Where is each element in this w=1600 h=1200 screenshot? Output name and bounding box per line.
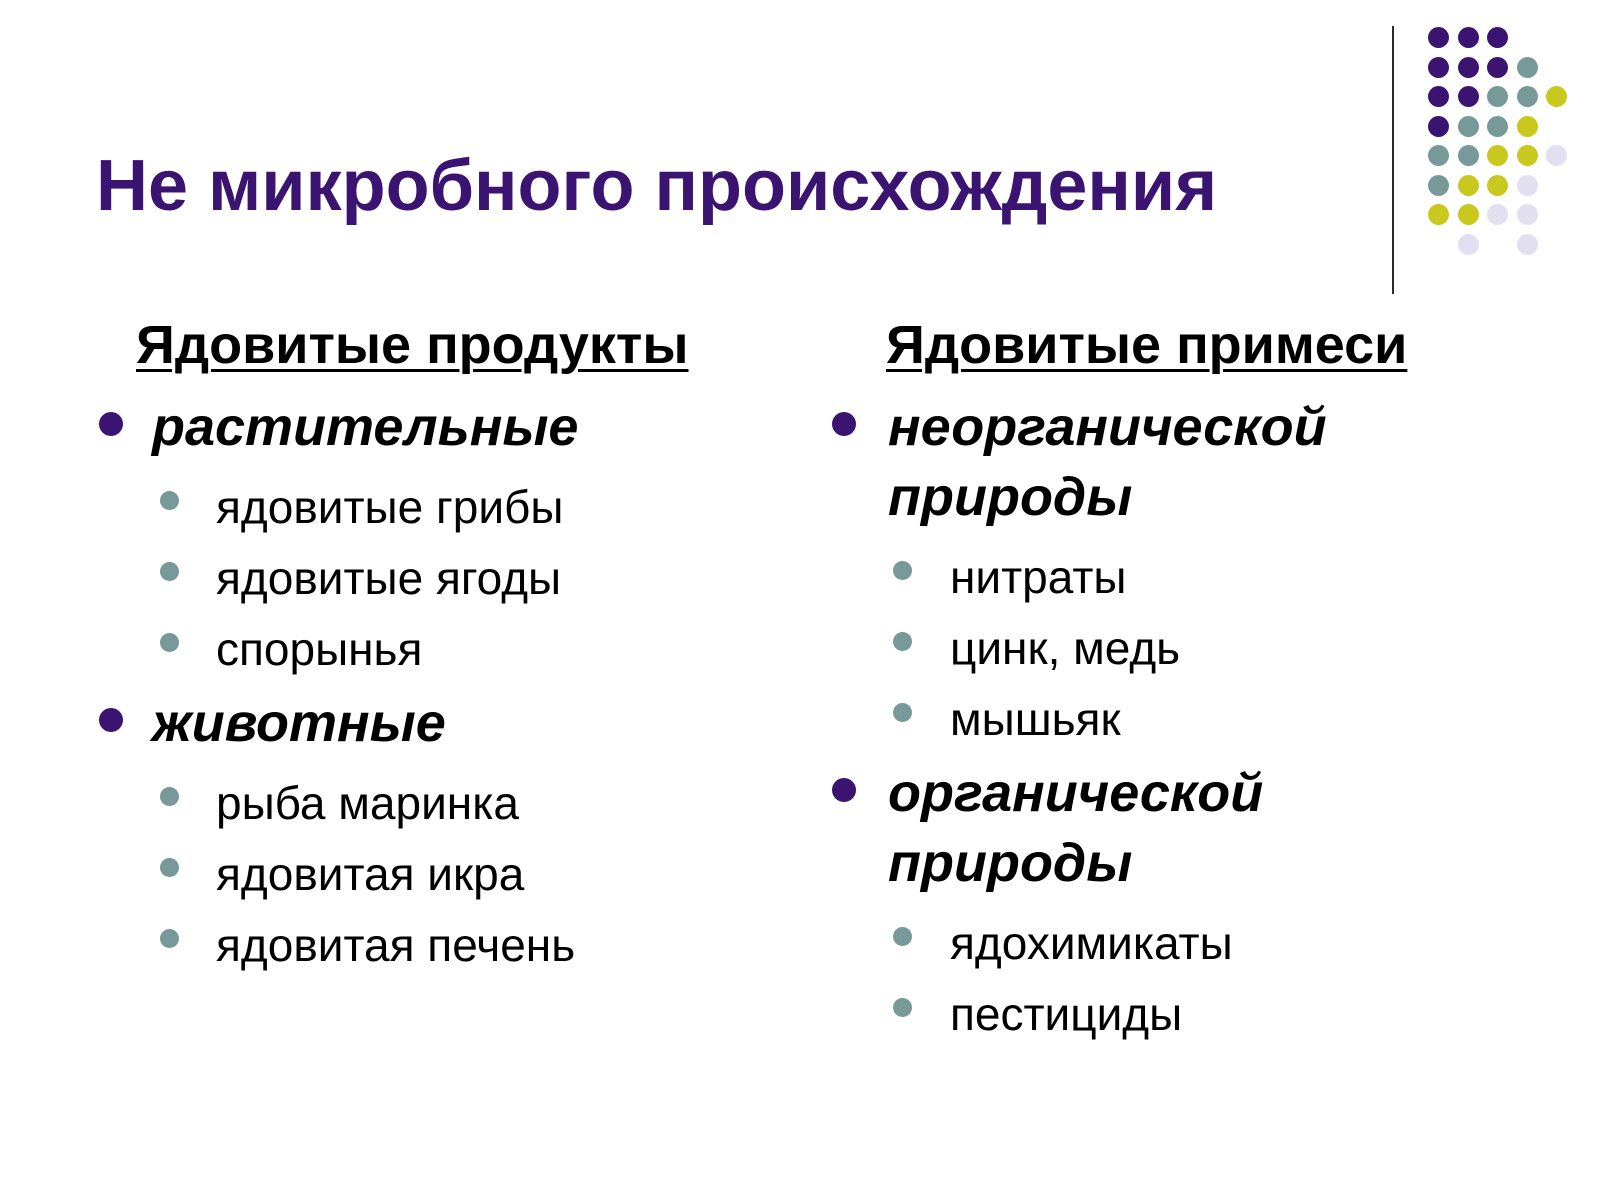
- list-item: спорынья: [216, 623, 423, 675]
- decorative-dot-icon: [1458, 57, 1479, 78]
- list-item: рыба маринка: [216, 777, 519, 829]
- decorative-dot-icon: [1458, 86, 1479, 107]
- category-label-line-1: органической: [888, 763, 1264, 823]
- list-item: ядовитая икра: [216, 848, 525, 900]
- decorative-dot-icon: [1428, 175, 1449, 196]
- decorative-dot-icon: [1428, 204, 1449, 225]
- decorative-dot-icon: [1428, 86, 1449, 107]
- category-bullet-icon: [832, 778, 856, 802]
- sub-bullet-icon: [893, 998, 912, 1017]
- sub-bullet-icon: [160, 562, 179, 581]
- decorative-dot-icon: [1487, 204, 1508, 225]
- sub-bullet-icon: [160, 929, 179, 948]
- decorative-dot-icon: [1517, 145, 1538, 166]
- title-divider-line: [1392, 26, 1394, 294]
- decorative-dot-icon: [1428, 57, 1449, 78]
- decorative-dot-icon: [1487, 27, 1508, 48]
- list-item: ядохимикаты: [950, 917, 1233, 969]
- sub-bullet-icon: [893, 927, 912, 946]
- category-bullet-icon: [99, 412, 123, 436]
- decorative-dot-icon: [1428, 145, 1449, 166]
- sub-bullet-icon: [893, 561, 912, 580]
- decorative-dot-icon: [1458, 145, 1479, 166]
- slide-title: Не микробного происхождения: [96, 146, 1218, 226]
- decorative-dot-icon: [1487, 145, 1508, 166]
- list-item: цинк, медь: [950, 622, 1181, 674]
- sub-bullet-icon: [160, 858, 179, 877]
- decorative-dot-icon: [1517, 175, 1538, 196]
- sub-bullet-icon: [893, 632, 912, 651]
- category-label-line-2: природы: [888, 467, 1133, 527]
- decorative-dot-icon: [1517, 234, 1538, 255]
- list-item: ядовитая печень: [216, 919, 576, 971]
- sub-bullet-icon: [160, 633, 179, 652]
- decorative-dot-icon: [1487, 86, 1508, 107]
- decorative-dot-icon: [1428, 116, 1449, 137]
- decorative-dot-icon: [1458, 204, 1479, 225]
- decorative-dot-icon: [1517, 204, 1538, 225]
- sub-bullet-icon: [160, 491, 179, 510]
- left-column-heading: Ядовитые продукты: [136, 315, 689, 375]
- decorative-dot-icon: [1546, 86, 1567, 107]
- category-label: животные: [152, 693, 446, 753]
- decorative-dot-icon: [1517, 116, 1538, 137]
- decorative-dot-icon: [1458, 175, 1479, 196]
- decorative-dot-icon: [1458, 27, 1479, 48]
- right-column-heading: Ядовитые примеси: [886, 315, 1408, 375]
- category-label: растительные: [152, 397, 579, 457]
- list-item: ядовитые ягоды: [216, 552, 562, 604]
- list-item: мышьяк: [950, 693, 1121, 745]
- category-bullet-icon: [99, 708, 123, 732]
- decorative-dot-icon: [1487, 116, 1508, 137]
- decorative-dot-icon: [1546, 145, 1567, 166]
- decorative-dot-icon: [1517, 57, 1538, 78]
- list-item: нитраты: [950, 551, 1127, 603]
- decorative-dot-icon: [1487, 57, 1508, 78]
- decorative-dot-icon: [1517, 86, 1538, 107]
- decorative-dot-icon: [1487, 175, 1508, 196]
- sub-bullet-icon: [160, 787, 179, 806]
- decorative-dot-icon: [1458, 116, 1479, 137]
- list-item: пестициды: [950, 988, 1183, 1040]
- sub-bullet-icon: [893, 703, 912, 722]
- decorative-dot-icon: [1428, 27, 1449, 48]
- category-label-line-1: неорганической: [888, 397, 1327, 457]
- category-label-line-2: природы: [888, 833, 1133, 893]
- decorative-dot-icon: [1458, 234, 1479, 255]
- list-item: ядовитые грибы: [216, 481, 564, 533]
- category-bullet-icon: [832, 412, 856, 436]
